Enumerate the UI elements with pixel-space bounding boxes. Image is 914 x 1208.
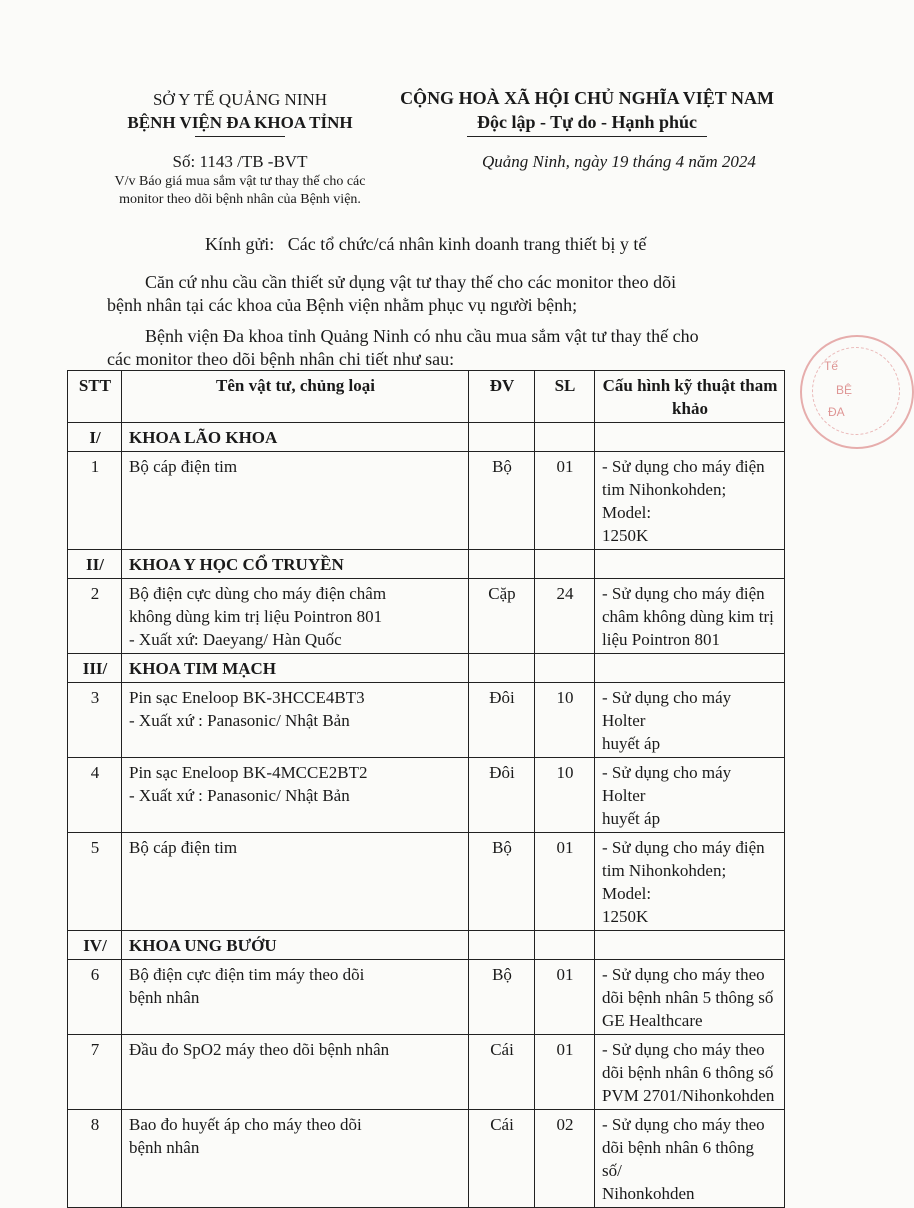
recipient-label: Kính gửi: (205, 234, 275, 254)
recipient-line (205, 233, 805, 256)
group-name: KHOA Y HỌC CỔ TRUYỀN (122, 550, 469, 579)
table-header-row (68, 371, 785, 423)
para2-line2: các monitor theo dõi bệnh nhân chi tiết như sau: (107, 349, 455, 369)
motto-underline (467, 136, 707, 137)
row-unit: Bộ (469, 960, 535, 1035)
republic-title: CỘNG HOÀ XÃ HỘI CHỦ NGHĨA VIỆT NAM (400, 88, 774, 108)
row-stt: 8 (68, 1110, 122, 1208)
group-empty-qty (535, 550, 595, 579)
agency-underline (195, 136, 285, 137)
header-spec: Cấu hình kỹ thuật tham khảo (595, 371, 785, 423)
republic-block (372, 86, 802, 137)
row-name: Pin sạc Eneloop BK-4MCCE2BT2 - Xuất xứ : Panasonic/ Nhật Bản (122, 758, 469, 833)
group-empty-spec (595, 931, 785, 960)
row-spec: - Sử dụng cho máy điện châm không dùng kim trị liệu Pointron 801 (595, 579, 785, 654)
group-number: II/ (68, 550, 122, 579)
subject-line1: V/v Báo giá mua sắm vật tư thay thế cho các (114, 174, 366, 189)
agency-line1: SỞ Y TẾ QUẢNG NINH (152, 90, 328, 109)
group-name: KHOA TIM MẠCH (122, 654, 469, 683)
table-group-row (68, 654, 785, 683)
row-name: Bao đo huyết áp cho máy theo dõi bệnh nhân (122, 1110, 469, 1208)
table-group-row (68, 931, 785, 960)
row-unit: Cái (469, 1110, 535, 1208)
row-stt: 2 (68, 579, 122, 654)
row-name: Bộ cáp điện tim (122, 833, 469, 931)
row-unit: Bộ (469, 833, 535, 931)
row-qty: 01 (535, 1035, 595, 1110)
table-row (68, 579, 785, 654)
header-unit: ĐV (469, 371, 535, 423)
row-spec: - Sử dụng cho máy theo dõi bệnh nhân 5 thông số GE Healthcare (595, 960, 785, 1035)
row-name: Bộ điện cực điện tim máy theo dõi bệnh nhân (122, 960, 469, 1035)
table-row (68, 683, 785, 758)
row-spec: - Sử dụng cho máy điện tim Nihonkohden; Model: 1250K (595, 452, 785, 550)
para1-line1: Căn cứ nhu cầu cần thiết sử dụng vật tư thay thế cho các monitor theo dõi (145, 272, 677, 292)
table-row (68, 1110, 785, 1208)
group-empty-qty (535, 423, 595, 452)
group-empty-spec (595, 550, 785, 579)
group-empty-unit (469, 550, 535, 579)
items-table (67, 370, 785, 1208)
row-spec: - Sử dụng cho máy theo dõi bệnh nhân 6 thông số PVM 2701/Nihonkohden (595, 1035, 785, 1110)
header-qty: SL (535, 371, 595, 423)
row-spec: - Sử dụng cho máy Holter huyết áp (595, 683, 785, 758)
group-empty-qty (535, 654, 595, 683)
row-unit: Đôi (469, 758, 535, 833)
row-unit: Đôi (469, 683, 535, 758)
group-number: IV/ (68, 931, 122, 960)
row-qty: 01 (535, 833, 595, 931)
row-stt: 5 (68, 833, 122, 931)
row-qty: 10 (535, 758, 595, 833)
stamp-seal (800, 335, 914, 449)
group-empty-spec (595, 654, 785, 683)
header-name: Tên vật tư, chủng loại (122, 371, 469, 423)
row-unit: Cái (469, 1035, 535, 1110)
group-number: III/ (68, 654, 122, 683)
row-stt: 1 (68, 452, 122, 550)
stamp-text-2: BỆ (836, 383, 853, 397)
table-row (68, 833, 785, 931)
row-unit: Cặp (469, 579, 535, 654)
table-row (68, 960, 785, 1035)
group-name: KHOA LÃO KHOA (122, 423, 469, 452)
place-date: Quảng Ninh, ngày 19 tháng 4 năm 2024 (482, 152, 756, 171)
table-group-row (68, 550, 785, 579)
row-stt: 4 (68, 758, 122, 833)
row-qty: 10 (535, 683, 595, 758)
row-qty: 01 (535, 452, 595, 550)
row-spec: - Sử dụng cho máy theo dõi bệnh nhân 6 thông số/ Nihonkohden (595, 1110, 785, 1208)
row-name: Bộ điện cực dùng cho máy điện châm không dùng kim trị liệu Pointron 801 - Xuất xứ: Daeyang/ Hàn Quốc (122, 579, 469, 654)
group-empty-spec (595, 423, 785, 452)
doc-number: Số: 1143 /TB -BVT (172, 152, 308, 171)
row-stt: 6 (68, 960, 122, 1035)
agency-line2: BỆNH VIỆN ĐA KHOA TỈNH (127, 113, 353, 132)
row-spec: - Sử dụng cho máy điện tim Nihonkohden; Model: 1250K (595, 833, 785, 931)
stamp-text-1: Tế (824, 359, 839, 373)
row-stt: 7 (68, 1035, 122, 1110)
group-empty-unit (469, 654, 535, 683)
motto: Độc lập - Tự do - Hạnh phúc (476, 112, 698, 132)
group-number: I/ (68, 423, 122, 452)
table-group-row (68, 423, 785, 452)
row-stt: 3 (68, 683, 122, 758)
row-unit: Bộ (469, 452, 535, 550)
table-row (68, 452, 785, 550)
recipient: Các tổ chức/cá nhân kinh doanh trang thiết bị y tế (287, 234, 647, 254)
row-name: Đầu đo SpO2 máy theo dõi bệnh nhân (122, 1035, 469, 1110)
row-qty: 01 (535, 960, 595, 1035)
subject-block (90, 173, 390, 209)
row-qty: 02 (535, 1110, 595, 1208)
subject-line2: monitor theo dõi bệnh nhân của Bệnh viện. (119, 192, 361, 207)
row-name: Pin sạc Eneloop BK-3HCCE4BT3 - Xuất xứ : Panasonic/ Nhật Bản (122, 683, 469, 758)
row-name: Bộ cáp điện tim (122, 452, 469, 550)
group-name: KHOA UNG BƯỚU (122, 931, 469, 960)
agency-block (90, 88, 390, 137)
para2-line1: Bệnh viện Đa khoa tỉnh Quảng Ninh có nhu cầu mua sắm vật tư thay thế cho (145, 326, 699, 346)
group-empty-unit (469, 423, 535, 452)
stamp-text-3: ĐA (828, 405, 845, 419)
table-row (68, 1035, 785, 1110)
header-stt: STT (68, 371, 122, 423)
group-empty-unit (469, 931, 535, 960)
table-row (68, 758, 785, 833)
para1-line2: bệnh nhân tại các khoa của Bệnh viện nhằm phục vụ người bệnh; (107, 295, 578, 315)
group-empty-qty (535, 931, 595, 960)
row-qty: 24 (535, 579, 595, 654)
row-spec: - Sử dụng cho máy Holter huyết áp (595, 758, 785, 833)
table-body (68, 423, 785, 1208)
